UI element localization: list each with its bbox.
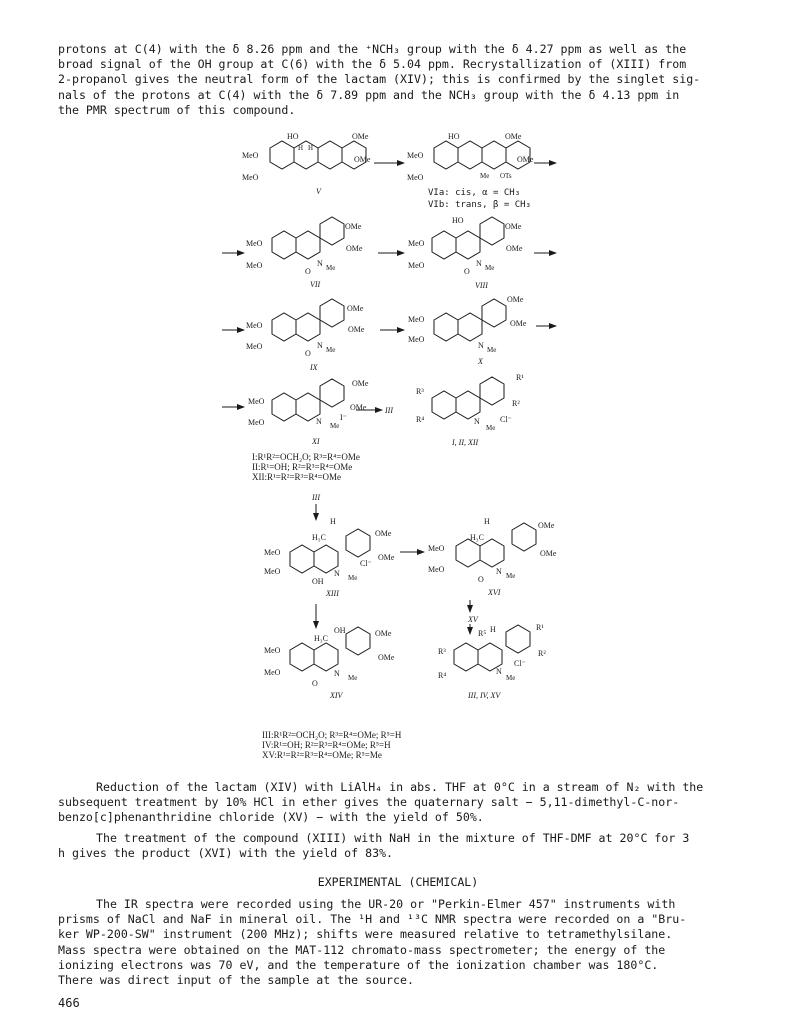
structure-general-III-IV-XV <box>438 623 546 700</box>
atom-label: MeO <box>408 261 425 270</box>
atom-label: I⁻ <box>340 413 347 422</box>
atom-label: MeO <box>407 151 424 160</box>
atom-label: OMe <box>540 549 557 558</box>
atom-label: H <box>330 517 336 526</box>
atom-label: Me <box>348 574 358 582</box>
atom-label: MeO <box>242 151 259 160</box>
atom-label: N <box>496 667 502 676</box>
atom-label: MeO <box>408 335 425 344</box>
experimental-paragraph: The IR spectra were recorded using the UR-20 or "Perkin-Elmer 457" instruments with prisms of NaCl and NaF in mineral oil. The ¹H and ¹³C NMR spectra were recorded on a "Bru- ker WP-200-SW" instrument (200 MHz); shifts were measured relative to tetramethylsilane. Mass spectra were obtained on the MAT-112 chromato-mass spectrometer; the energy of the ionizing electrons was 70 eV, and the temperature of the ionization chamber was 180°C. There was direct input of the sample at the source. <box>58 897 687 988</box>
atom-label: OMe <box>375 629 392 638</box>
atom-label: OMe <box>354 155 371 164</box>
atom-label: MeO <box>428 565 445 574</box>
atom-label: MeO <box>246 342 263 351</box>
atom-label: R³ <box>438 647 446 656</box>
atom-label: MeO <box>246 239 263 248</box>
atom-label: Me <box>330 422 340 430</box>
structure-IX <box>246 299 365 372</box>
atom-label: OMe <box>507 295 524 304</box>
page-number: 466 <box>58 996 80 1010</box>
legend-line: IV:R¹=OH; R²=R³=R⁴=OMe; R⁵=H <box>262 740 391 750</box>
atom-label: OMe <box>350 403 367 412</box>
atom-label: R⁴ <box>438 671 447 680</box>
atom-label: N <box>496 567 502 576</box>
compound-label: VIb: trans, β = CH₃ <box>428 200 531 210</box>
compound-label: X <box>478 357 483 366</box>
atom-label: O <box>464 267 470 276</box>
atom-label: O <box>305 267 311 276</box>
atom-label: OMe <box>345 222 362 231</box>
compound-label: VIII <box>475 281 488 290</box>
atom-label: MeO <box>408 239 425 248</box>
atom-label: R¹ <box>516 373 524 382</box>
atom-label: Me <box>506 572 516 580</box>
legend-line: III:R¹R²=OCH₂O; R³=R⁴=OMe; R⁵=H <box>262 730 402 740</box>
compound-label: XVI <box>488 588 501 597</box>
compound-label: VIa: cis, α = CH₃ <box>428 188 521 198</box>
atom-label: OMe <box>346 244 363 253</box>
atom-label: Me <box>326 264 336 272</box>
atom-label: OMe <box>505 222 522 231</box>
structure-XVI <box>428 517 557 597</box>
atom-label: OMe <box>352 379 369 388</box>
atom-label: H <box>298 144 304 152</box>
compound-label: XV <box>468 615 478 624</box>
atom-label: MeO <box>248 397 265 406</box>
atom-label: Me <box>487 346 497 354</box>
atom-label: N <box>474 417 480 426</box>
compound-label: V <box>316 187 321 196</box>
atom-label: R¹ <box>536 623 544 632</box>
structure-VII <box>246 217 363 289</box>
atom-label: H₃C <box>314 634 328 643</box>
middle-paragraph-2: The treatment of the compound (XIII) with NaH in the mixture of THF-DMF at 20°C for 3 h gives the product (XVI) with the yield of 83%. <box>58 831 690 861</box>
atom-label: N <box>317 341 323 350</box>
legend-line: XV:R¹=R²=R³=R⁴=OMe; R⁵=Me <box>262 750 382 760</box>
atom-label: Me <box>486 424 496 432</box>
atom-label: R² <box>512 399 520 408</box>
atom-label: OMe <box>378 653 395 662</box>
compound-label: XIII <box>326 589 339 598</box>
atom-label: R⁴ <box>416 415 425 424</box>
atom-label: H₃C <box>312 533 326 542</box>
atom-label: Me <box>506 674 516 682</box>
atom-label: MeO <box>246 321 263 330</box>
structure-general-I-II-XII <box>416 373 524 447</box>
atom-label: MeO <box>264 548 281 557</box>
atom-label: R⁵ <box>478 629 487 638</box>
structure-VIII <box>408 216 523 290</box>
atom-label: OMe <box>347 304 364 313</box>
atom-label: Me <box>348 674 358 682</box>
atom-label: HO <box>452 216 464 225</box>
atom-label: OMe <box>348 325 365 334</box>
atom-label: HO <box>287 132 299 141</box>
atom-label: O <box>305 349 311 358</box>
top-paragraph: protons at C(4) with the δ 8.26 ppm and the ⁺NCH₃ group with the δ 4.27 ppm as well as the broad signal of the OH group at C(6) with the δ 5.04 ppm. Recrystallization of (XIII) from 2-propanol gives the neutral form of the lactam (XIV); this is confirmed by the singlet sig- nals of the protons at C(4) with the δ 7.89 ppm and the NCH₃ group with the δ 4.13 ppm in the PMR spectrum of this compound. <box>58 42 701 117</box>
atom-label: Me <box>326 346 336 354</box>
structure-VI <box>407 132 534 210</box>
atom-label: O <box>478 575 484 584</box>
atom-label: OMe <box>538 521 555 530</box>
compound-label: IX <box>310 363 318 372</box>
atom-label: MeO <box>248 418 265 427</box>
atom-label: Cl⁻ <box>514 659 526 668</box>
structure-V <box>242 132 371 196</box>
atom-label: MeO <box>242 173 259 182</box>
legend-line: I:R¹R²=OCH₂O; R³=R⁴=OMe <box>252 452 360 462</box>
structure-XIII <box>264 517 395 598</box>
structure-XI <box>248 379 369 446</box>
structure-XIV <box>264 626 395 700</box>
legend-line: II:R¹=OH; R²=R³=R⁴=OMe <box>252 462 353 472</box>
atom-label: MeO <box>408 315 425 324</box>
atom-label: HO <box>448 132 460 141</box>
compound-label: XIV <box>330 691 343 700</box>
compound-label: VII <box>310 280 321 289</box>
atom-label: N <box>334 669 340 678</box>
atom-label: R² <box>538 649 546 658</box>
atom-label: MeO <box>264 668 281 677</box>
atom-label: MeO <box>264 646 281 655</box>
atom-label: N <box>478 341 484 350</box>
atom-label: Cl⁻ <box>360 559 372 568</box>
compound-label: XI <box>312 437 320 446</box>
atom-label: OMe <box>375 529 392 538</box>
atom-label: O <box>312 679 318 688</box>
atom-label: H₃C <box>470 533 484 542</box>
atom-label: OMe <box>506 244 523 253</box>
atom-label: MeO <box>246 261 263 270</box>
atom-label: OMe <box>352 132 369 141</box>
middle-paragraph-1: Reduction of the lactam (XIV) with LiAlH₄ in abs. THF at 0°C in a stream of N₂ with the subsequent treatment by 10% HCl in ether gives the quaternary salt − 5,11-dimethyl-C-nor- benzo[c]phenanthridine chloride (XV) − with the yield of 50%. <box>58 780 704 825</box>
atom-label: N <box>316 417 322 426</box>
structure-X <box>408 295 527 366</box>
compound-label: III <box>385 406 393 415</box>
atom-label: MeO <box>428 544 445 553</box>
atom-label: N <box>334 569 340 578</box>
atom-label: OMe <box>505 132 522 141</box>
legend-line: XII:R¹=R²=R³=R⁴=OMe <box>252 472 342 482</box>
atom-label: Me <box>485 264 495 272</box>
atom-label: N <box>317 259 323 268</box>
atom-label: MeO <box>264 567 281 576</box>
compound-label: I, II, XII <box>452 438 479 447</box>
atom-label: N <box>476 259 482 268</box>
atom-label: Cl⁻ <box>500 415 512 424</box>
atom-label: Me <box>480 172 490 180</box>
atom-label: H <box>490 625 496 634</box>
atom-label: OMe <box>510 319 527 328</box>
compound-label: III <box>312 493 320 502</box>
atom-label: OMe <box>378 553 395 562</box>
atom-label: OH <box>312 577 324 586</box>
atom-label: OH <box>334 626 346 635</box>
atom-label: H <box>308 144 314 152</box>
atom-label: OMe <box>517 155 534 164</box>
section-heading: EXPERIMENTAL (CHEMICAL) <box>317 875 479 889</box>
atom-label: OTs <box>500 172 512 180</box>
atom-label: MeO <box>407 173 424 182</box>
atom-label: H <box>484 517 490 526</box>
compound-label: III, IV, XV <box>468 691 501 700</box>
atom-label: R³ <box>416 387 424 396</box>
